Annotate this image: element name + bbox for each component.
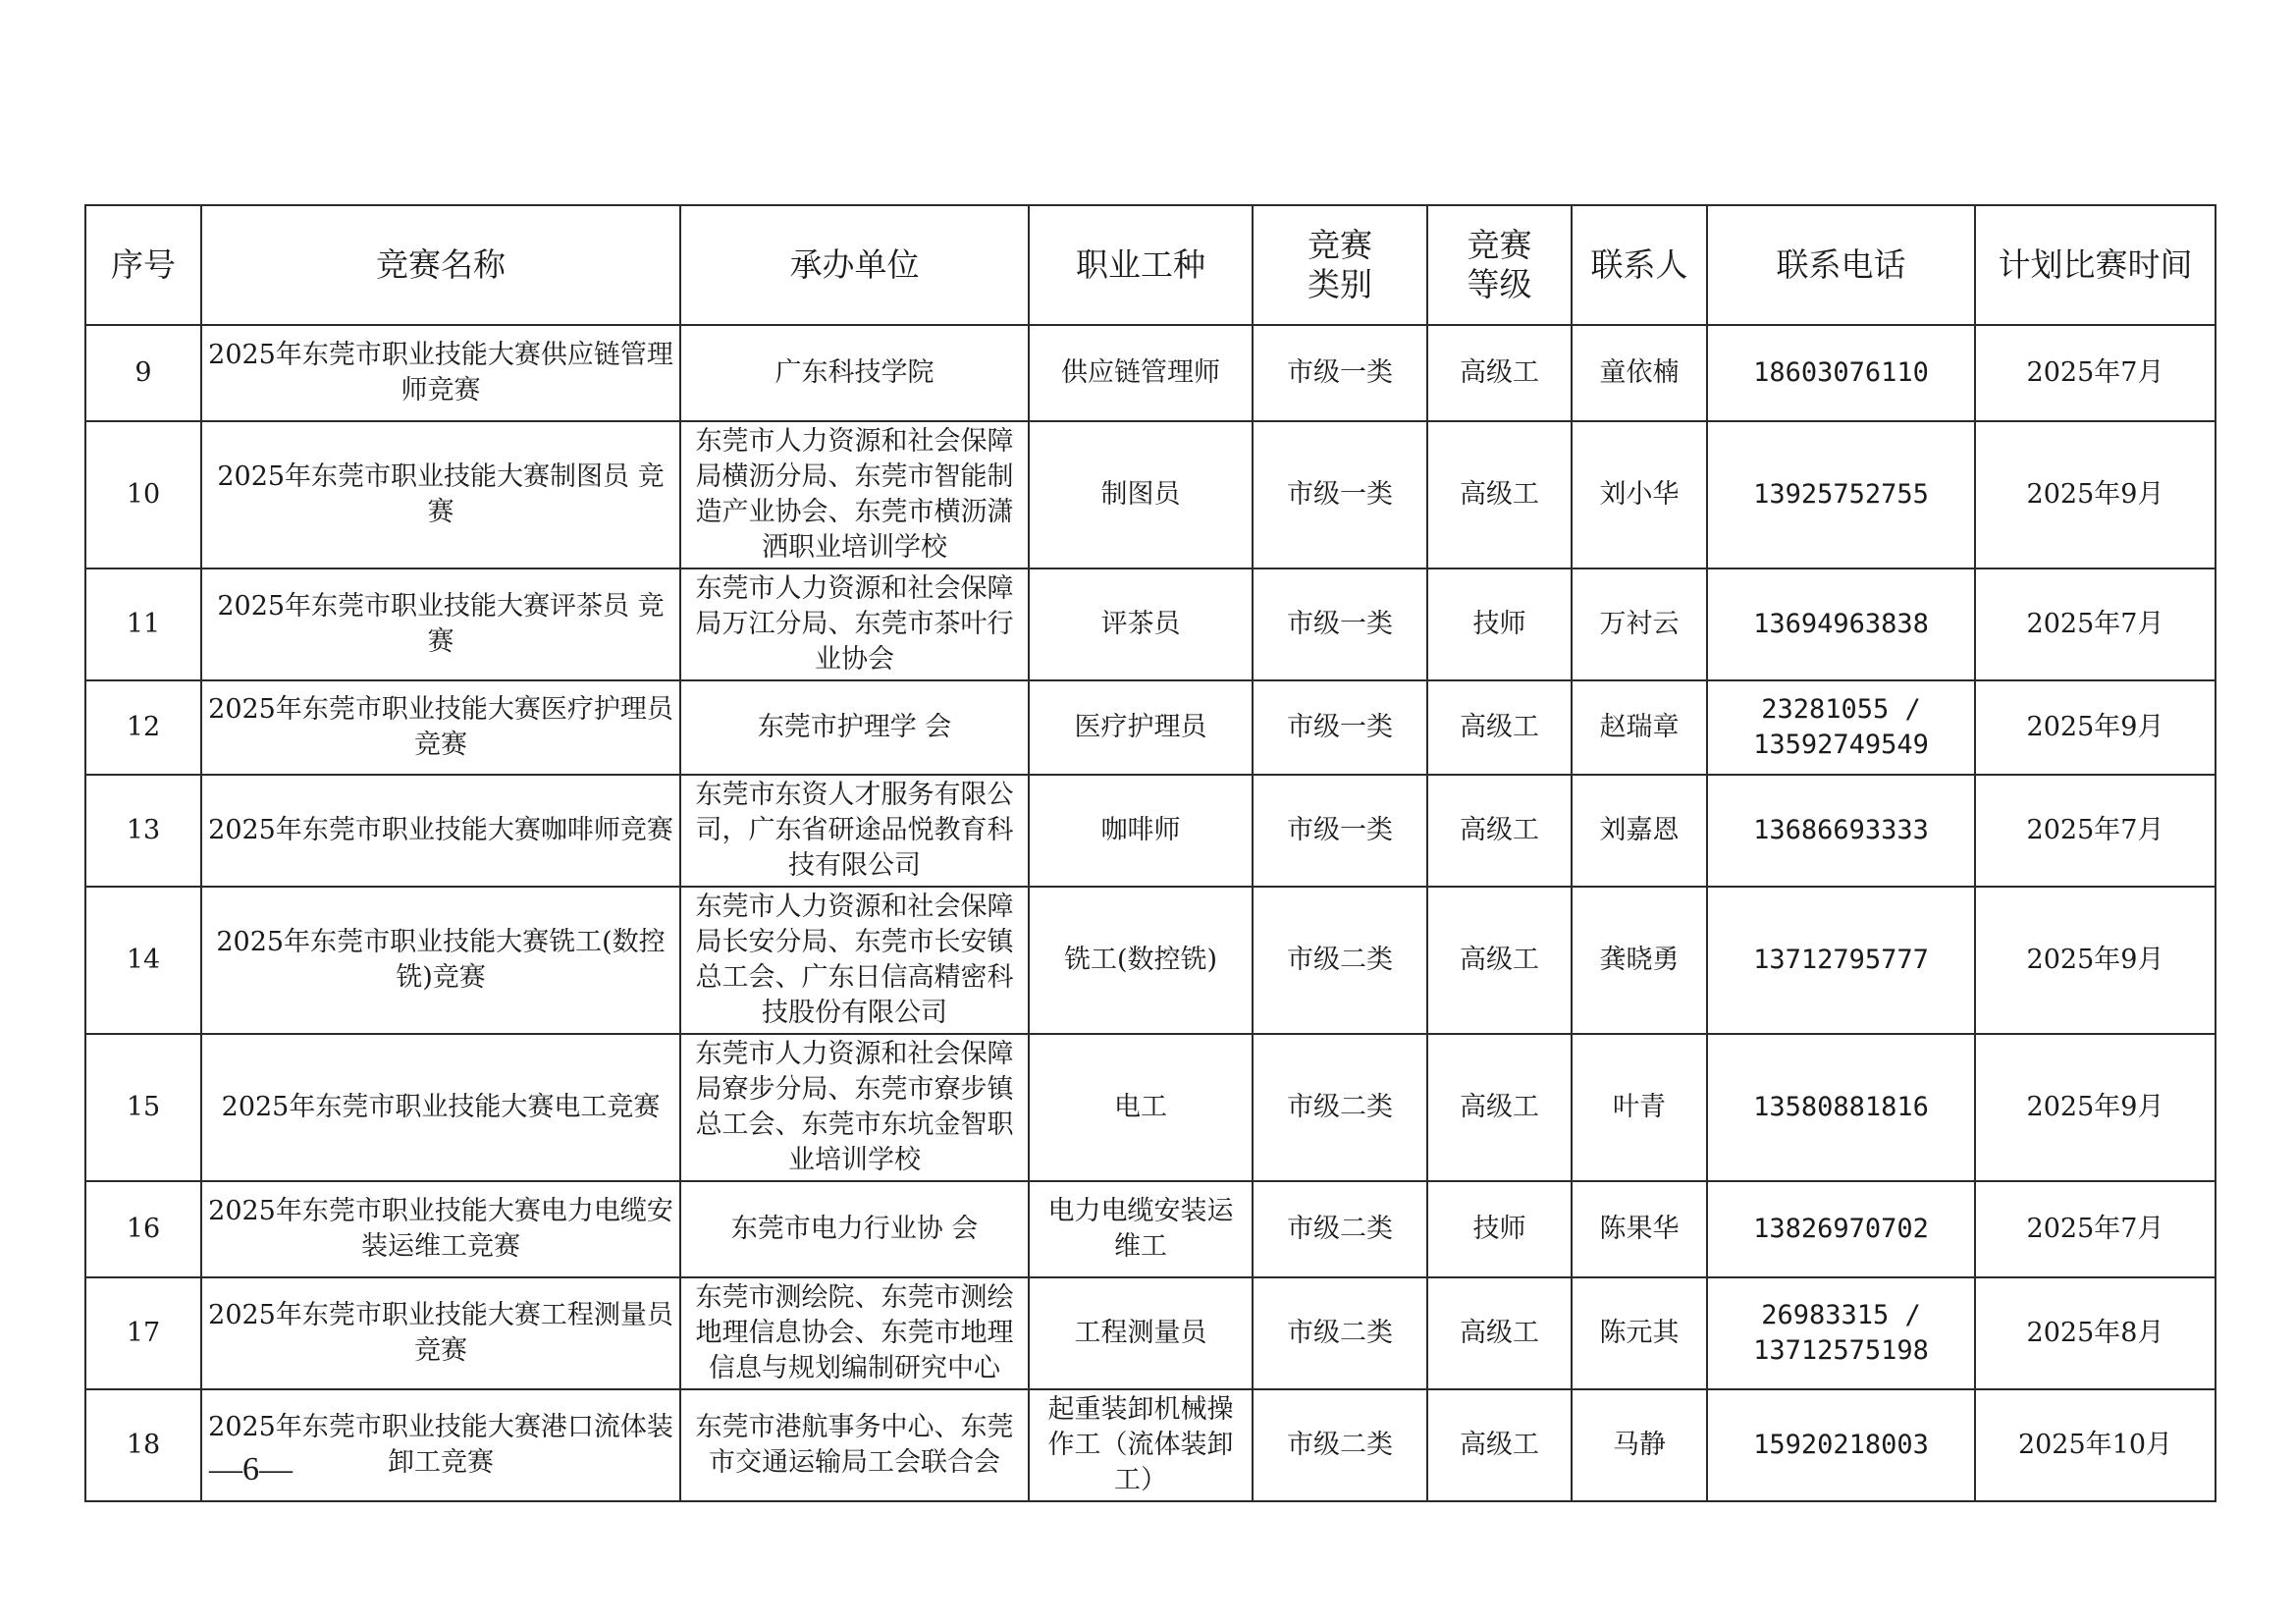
table-row xyxy=(85,325,2216,421)
competition-table xyxy=(84,204,2216,1502)
contact-phone-cell: 13686693333 xyxy=(1707,775,1975,887)
organizer-cell: 东莞市人力资源和社会保障局寮步分局、东莞市寮步镇总工会、东莞市东坑金智职业培训学校 xyxy=(680,1034,1029,1181)
competition-name-cell: 2025年东莞市职业技能大赛医疗护理员竞赛 xyxy=(201,680,680,775)
occupation-cell: 评茶员 xyxy=(1029,568,1253,680)
competition-level-cell: 技师 xyxy=(1427,1181,1572,1277)
organizer-cell: 东莞市人力资源和社会保障局长安分局、东莞市长安镇总工会、广东日信高精密科技股份有限公司 xyxy=(680,887,1029,1034)
organizer-cell: 东莞市人力资源和社会保障局横沥分局、东莞市智能制造产业协会、东莞市横沥潇洒职业培训学校 xyxy=(680,421,1029,568)
competition-name-cell: 2025年东莞市职业技能大赛供应链管理师竞赛 xyxy=(201,325,680,421)
contact-phone-cell: 13925752755 xyxy=(1707,421,1975,568)
occupation-cell: 电工 xyxy=(1029,1034,1253,1181)
row-number-cell: 10 xyxy=(85,421,201,568)
table-row xyxy=(85,1389,2216,1501)
contact-phone-cell: 13826970702 xyxy=(1707,1181,1975,1277)
competition-level-cell: 高级工 xyxy=(1427,421,1572,568)
table-row xyxy=(85,1181,2216,1277)
table-row xyxy=(85,568,2216,680)
contact-person-cell: 童依楠 xyxy=(1572,325,1707,421)
row-number-cell: 9 xyxy=(85,325,201,421)
contact-person-cell: 赵瑞章 xyxy=(1572,680,1707,775)
competition-name-cell: 2025年东莞市职业技能大赛咖啡师竞赛 xyxy=(201,775,680,887)
competition-level-cell: 技师 xyxy=(1427,568,1572,680)
occupation-cell: 制图员 xyxy=(1029,421,1253,568)
planned-time-cell: 2025年9月 xyxy=(1975,1034,2216,1181)
table-row xyxy=(85,1277,2216,1389)
competition-category-cell: 市级二类 xyxy=(1253,1181,1427,1277)
competition-name-cell: 2025年东莞市职业技能大赛制图员 竞赛 xyxy=(201,421,680,568)
competition-name-cell: 2025年东莞市职业技能大赛电力电缆安装运维工竞赛 xyxy=(201,1181,680,1277)
contact-person-cell: 叶青 xyxy=(1572,1034,1707,1181)
organizer-cell: 东莞市电力行业协 会 xyxy=(680,1181,1029,1277)
contact-person-cell: 万衬云 xyxy=(1572,568,1707,680)
row-number-cell: 13 xyxy=(85,775,201,887)
row-number-cell: 16 xyxy=(85,1181,201,1277)
contact-phone-cell: 18603076110 xyxy=(1707,325,1975,421)
column-header: 序号 xyxy=(85,205,201,325)
table-body xyxy=(85,325,2216,1501)
contact-phone-cell: 15920218003 xyxy=(1707,1389,1975,1501)
table-row xyxy=(85,775,2216,887)
column-header: 竞赛名称 xyxy=(201,205,680,325)
planned-time-cell: 2025年9月 xyxy=(1975,680,2216,775)
competition-name-cell: 2025年东莞市职业技能大赛铣工(数控铣)竞赛 xyxy=(201,887,680,1034)
planned-time-cell: 2025年7月 xyxy=(1975,325,2216,421)
competition-category-cell: 市级二类 xyxy=(1253,1277,1427,1389)
row-number-cell: 15 xyxy=(85,1034,201,1181)
table-row xyxy=(85,1034,2216,1181)
competition-level-cell: 高级工 xyxy=(1427,1389,1572,1501)
organizer-cell: 东莞市测绘院、东莞市测绘地理信息协会、东莞市地理信息与规划编制研究中心 xyxy=(680,1277,1029,1389)
planned-time-cell: 2025年8月 xyxy=(1975,1277,2216,1389)
planned-time-cell: 2025年7月 xyxy=(1975,568,2216,680)
row-number-cell: 14 xyxy=(85,887,201,1034)
competition-name-cell: 2025年东莞市职业技能大赛电工竞赛 xyxy=(201,1034,680,1181)
table-row xyxy=(85,887,2216,1034)
column-header: 联系人 xyxy=(1572,205,1707,325)
organizer-cell: 东莞市人力资源和社会保障局万江分局、东莞市茶叶行业协会 xyxy=(680,568,1029,680)
occupation-cell: 医疗护理员 xyxy=(1029,680,1253,775)
competition-category-cell: 市级一类 xyxy=(1253,421,1427,568)
contact-phone-cell: 13580881816 xyxy=(1707,1034,1975,1181)
competition-level-cell: 高级工 xyxy=(1427,1034,1572,1181)
organizer-cell: 东莞市护理学 会 xyxy=(680,680,1029,775)
contact-phone-cell: 26983315 / 13712575198 xyxy=(1707,1277,1975,1389)
competition-category-cell: 市级一类 xyxy=(1253,775,1427,887)
table-row xyxy=(85,680,2216,775)
organizer-cell: 广东科技学院 xyxy=(680,325,1029,421)
row-number-cell: 12 xyxy=(85,680,201,775)
competition-level-cell: 高级工 xyxy=(1427,325,1572,421)
organizer-cell: 东莞市港航事务中心、东莞市交通运输局工会联合会 xyxy=(680,1389,1029,1501)
occupation-cell: 铣工(数控铣) xyxy=(1029,887,1253,1034)
planned-time-cell: 2025年7月 xyxy=(1975,775,2216,887)
row-number-cell: 17 xyxy=(85,1277,201,1389)
page-number: —6— xyxy=(209,1451,293,1488)
competition-category-cell: 市级二类 xyxy=(1253,1389,1427,1501)
table-header-row xyxy=(85,205,2216,325)
row-number-cell: 18 xyxy=(85,1389,201,1501)
column-header: 竞赛 类别 xyxy=(1253,205,1427,325)
competition-name-cell: 2025年东莞市职业技能大赛工程测量员 竞赛 xyxy=(201,1277,680,1389)
column-header: 联系电话 xyxy=(1707,205,1975,325)
column-header: 计划比赛时间 xyxy=(1975,205,2216,325)
contact-person-cell: 刘嘉恩 xyxy=(1572,775,1707,887)
contact-person-cell: 马静 xyxy=(1572,1389,1707,1501)
contact-phone-cell: 13712795777 xyxy=(1707,887,1975,1034)
competition-level-cell: 高级工 xyxy=(1427,775,1572,887)
competition-name-cell: 2025年东莞市职业技能大赛评茶员 竞赛 xyxy=(201,568,680,680)
occupation-cell: 工程测量员 xyxy=(1029,1277,1253,1389)
competition-category-cell: 市级一类 xyxy=(1253,325,1427,421)
contact-phone-cell: 23281055 / 13592749549 xyxy=(1707,680,1975,775)
contact-person-cell: 陈元其 xyxy=(1572,1277,1707,1389)
occupation-cell: 电力电缆安装运维工 xyxy=(1029,1181,1253,1277)
competition-category-cell: 市级一类 xyxy=(1253,568,1427,680)
occupation-cell: 咖啡师 xyxy=(1029,775,1253,887)
planned-time-cell: 2025年7月 xyxy=(1975,1181,2216,1277)
table-row xyxy=(85,421,2216,568)
planned-time-cell: 2025年9月 xyxy=(1975,887,2216,1034)
competition-category-cell: 市级一类 xyxy=(1253,680,1427,775)
competition-level-cell: 高级工 xyxy=(1427,680,1572,775)
occupation-cell: 起重装卸机械操作工（流体装卸工） xyxy=(1029,1389,1253,1501)
occupation-cell: 供应链管理师 xyxy=(1029,325,1253,421)
competition-level-cell: 高级工 xyxy=(1427,887,1572,1034)
competition-category-cell: 市级二类 xyxy=(1253,1034,1427,1181)
contact-person-cell: 刘小华 xyxy=(1572,421,1707,568)
row-number-cell: 11 xyxy=(85,568,201,680)
competition-category-cell: 市级二类 xyxy=(1253,887,1427,1034)
contact-phone-cell: 13694963838 xyxy=(1707,568,1975,680)
planned-time-cell: 2025年9月 xyxy=(1975,421,2216,568)
competition-level-cell: 高级工 xyxy=(1427,1277,1572,1389)
competition-name-cell: 2025年东莞市职业技能大赛港口流体装卸工竞赛 xyxy=(201,1389,680,1501)
column-header: 竞赛 等级 xyxy=(1427,205,1572,325)
contact-person-cell: 龚晓勇 xyxy=(1572,887,1707,1034)
planned-time-cell: 2025年10月 xyxy=(1975,1389,2216,1501)
organizer-cell: 东莞市东资人才服务有限公司，广东省研途品悦教育科技有限公司 xyxy=(680,775,1029,887)
contact-person-cell: 陈果华 xyxy=(1572,1181,1707,1277)
column-header: 承办单位 xyxy=(680,205,1029,325)
column-header: 职业工种 xyxy=(1029,205,1253,325)
